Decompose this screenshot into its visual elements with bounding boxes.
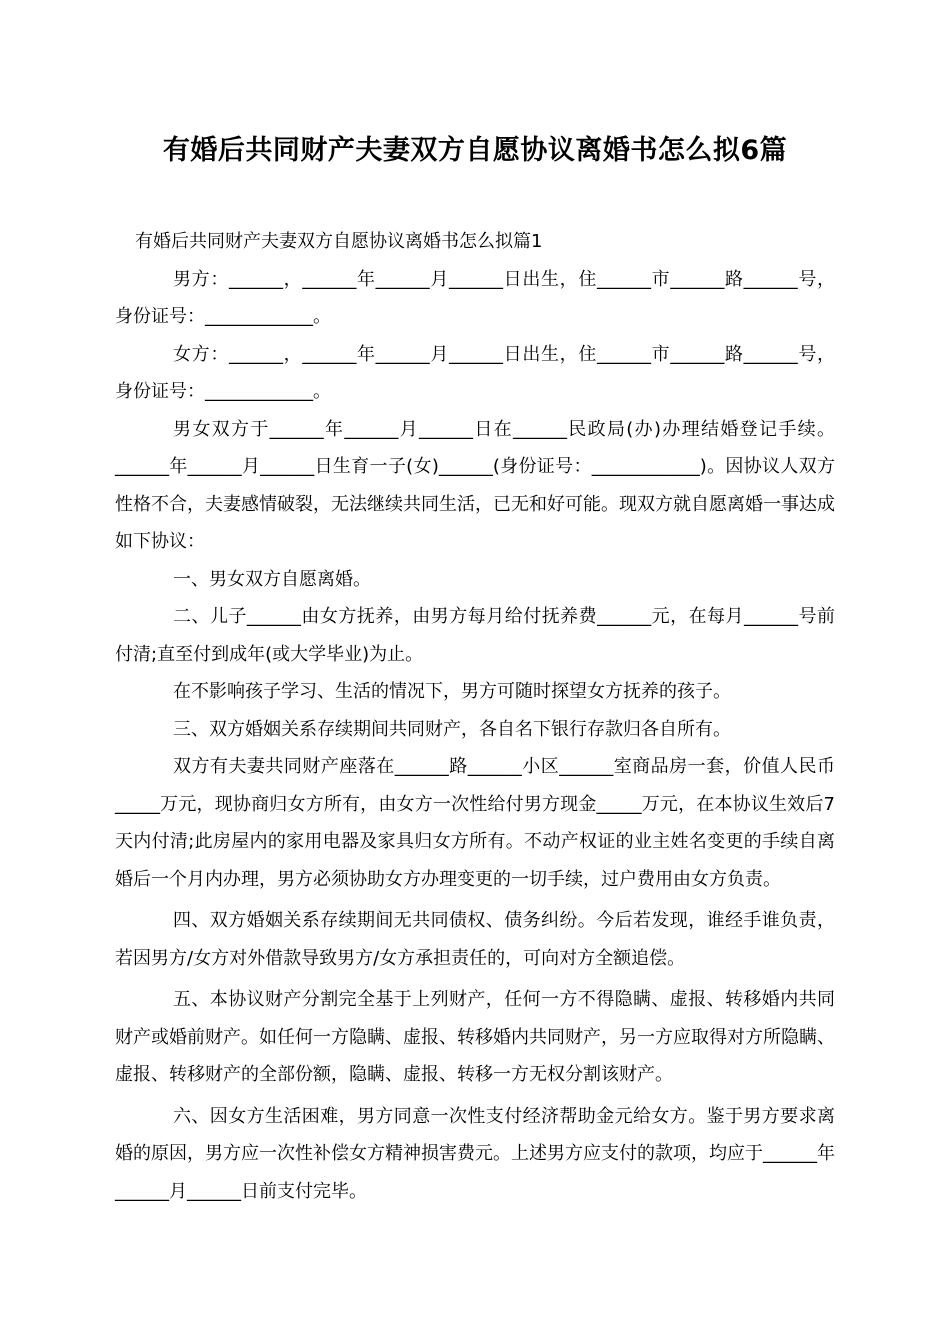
document-body <box>115 223 835 1210</box>
paragraph-wife-info: 女方：______，______年______月______日出生，住______市______路______号，身份证号：____________。 <box>115 343 835 402</box>
document-title: 有婚后共同财产夫妻双方自愿协议离婚书怎么拟6篇 <box>162 135 788 166</box>
paragraph-husband-info: 男方：______，______年______月______日出生，住______市______路______号，身份证号：____________。 <box>115 268 835 327</box>
paragraph-clause-2: 二、儿子______由女方抚养，由男方每月给付抚养费______元，在每月______号前付清;直至付到成年(或大学毕业)为止。 <box>115 606 835 665</box>
section-heading: 有婚后共同财产夫妻双方自愿协议离婚书怎么拟篇1 <box>135 231 543 252</box>
paragraph-clause-3: 三、双方婚姻关系存续期间共同财产，各自名下银行存款归各自所有。 <box>173 718 731 740</box>
paragraph-visitation: 在不影响孩子学习、生活的情况下，男方可随时探望女方抚养的孩子。 <box>173 681 731 702</box>
paragraph-marriage-background: 男女双方于______年______月______日在______民政局(办)办理结婚登记手续。______年______月______日生育一子(女)______(身份证号：____________)。因协议人双方性格不合，夫妻感情破裂，无法继续共同生活，已无和好可能。现双方就自愿离婚一事达成如下协议： <box>115 418 835 552</box>
paragraph-clause-5: 五、本协议财产分割完全基于上列财产，任何一方不得隐瞒、虚报、转移婚内共同财产或婚前财产。如任何一方隐瞒、虚报、转移婚内共同财产，另一方应取得对方所隐瞒、虚报、转移财产的全部份额，隐瞒、虚报、转移一方无权分割该财产。 <box>115 989 835 1085</box>
paragraph-clause-4: 四、双方婚姻关系存续期间无共同债权、债务纠纷。今后若发现，谁经手谁负责，若因男方/女方对外借款导致男方/女方承担责任的，可向对方全额追偿。 <box>115 910 835 969</box>
paragraph-property: 双方有夫妻共同财产座落在______路______小区______室商品房一套，价值人民币_____万元，现协商归女方所有，由女方一次性给付男方现金_____万元，在本协议生效后7天内付清;此房屋内的家用电器及家具归女方所有。不动产权证的业主姓名变更的手续自离婚后一个月内办理，男方必须协助女方办理变更的一切手续，过户费用由女方负责。 <box>115 756 835 890</box>
paragraph-clause-1: 一、男女双方自愿离婚。 <box>173 568 371 590</box>
paragraph-clause-6: 六、因女方生活困难，男方同意一次性支付经济帮助金元给女方。鉴于男方要求离婚的原因，男方应一次性补偿女方精神损害费元。上述男方应支付的款项，均应于______年______月______日前支付完毕。 <box>115 1105 835 1202</box>
